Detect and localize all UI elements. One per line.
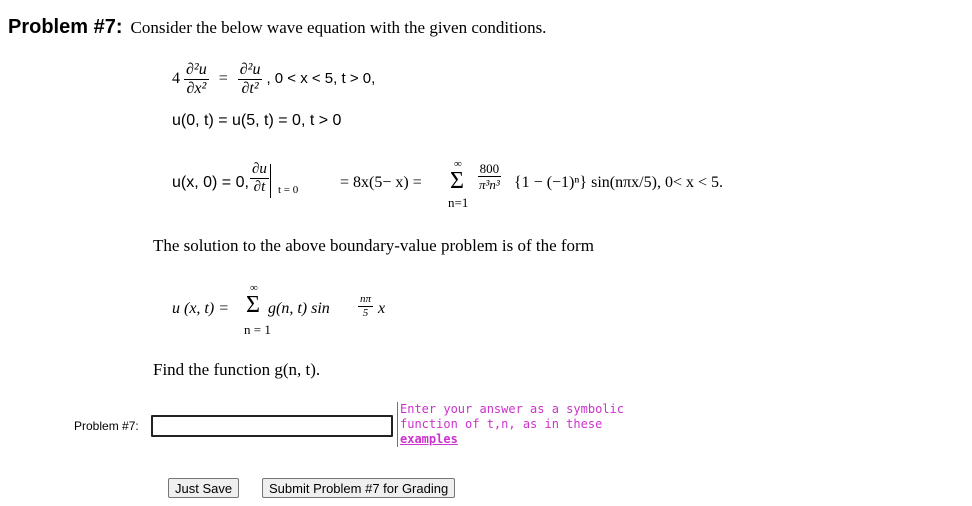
- examples-link[interactable]: examples: [400, 432, 458, 446]
- pde-equation: 4 $\frac{\text{∂²u}}{\text{∂x²}}$ = $\frac{\text{∂²u}}{\text{∂t²}}$ , 0 < x < 5, t > 0,: [172, 61, 376, 97]
- evaluation-bar: [270, 164, 271, 198]
- answer-input[interactable]: [151, 415, 393, 437]
- just-save-button[interactable]: Just Save: [168, 478, 239, 498]
- solution-intro: The solution to the above boundary-value problem is of the form: [153, 236, 594, 255]
- answer-label: Problem #7:: [74, 419, 139, 433]
- answer-help: Enter your answer as a symbolic function of t,n, as in these examples: [397, 402, 624, 447]
- boundary-conditions: u(0, t) = u(5, t) = 0, t > 0: [172, 112, 342, 129]
- problem-title: Problem #7:: [8, 16, 123, 38]
- problem-intro: Consider the below wave equation with the given conditions.: [130, 18, 547, 37]
- submit-button[interactable]: Submit Problem #7 for Grading: [262, 478, 455, 498]
- find-instruction: Find the function g(n, t).: [153, 360, 321, 379]
